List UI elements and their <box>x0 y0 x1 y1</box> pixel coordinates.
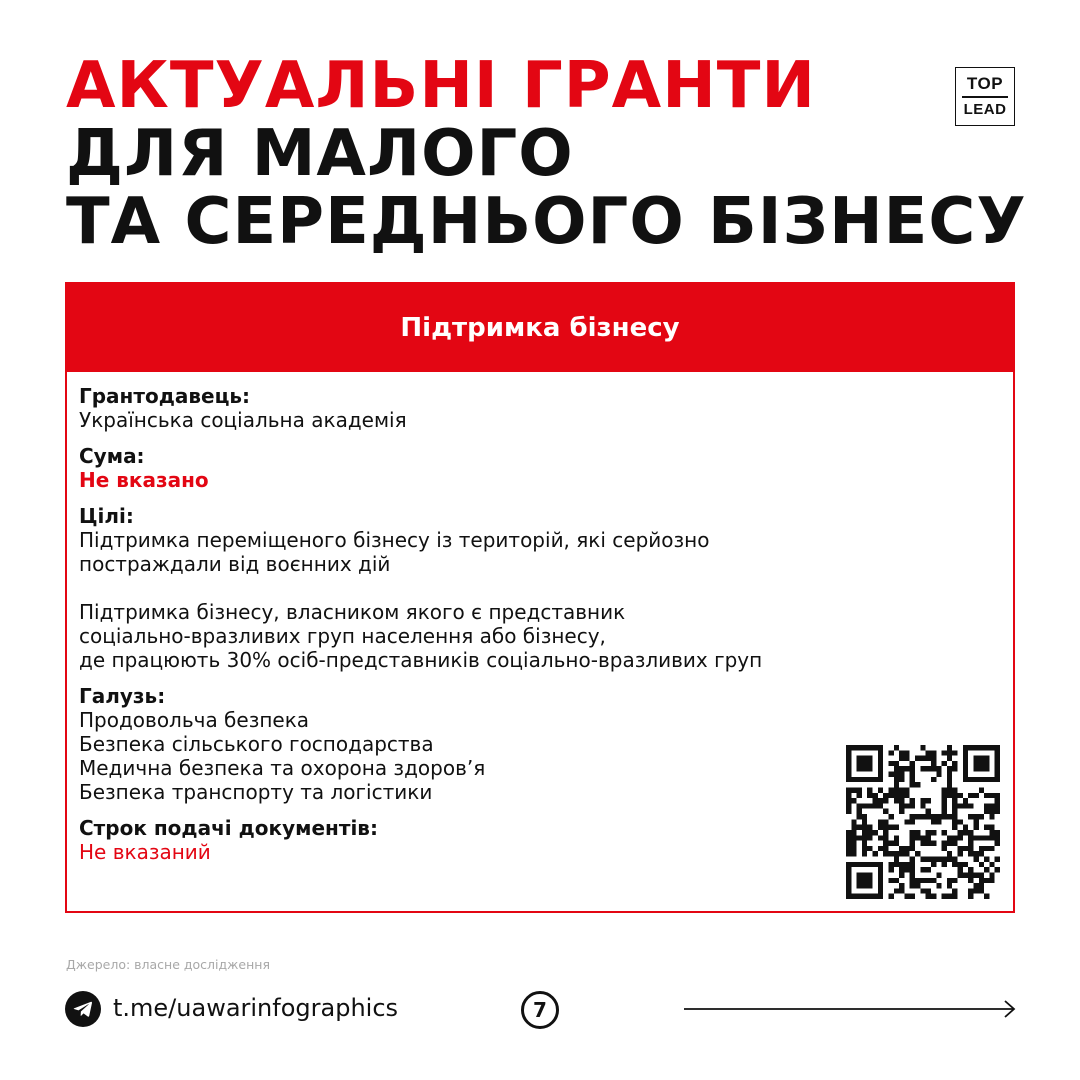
top-lead-logo <box>955 67 1015 126</box>
deadline-value: Не вказаний <box>79 840 211 864</box>
industry-item: Безпека сільського господарства <box>79 732 434 756</box>
goals-field <box>79 504 1013 672</box>
industry-item: Продовольча безпека <box>79 708 310 732</box>
amount-field <box>79 444 1013 492</box>
industry-item: Медична безпека та охорона здоров’я <box>79 756 486 780</box>
deadline-label: Строк подачі документів: <box>79 816 378 840</box>
qr-code-icon[interactable] <box>846 745 1000 899</box>
amount-value: Не вказано <box>79 468 209 492</box>
logo-divider <box>962 96 1008 98</box>
industry-item: Безпека транспорту та логістики <box>79 780 433 804</box>
headline-line-2: ДЛЯ МАЛОГО <box>66 117 574 191</box>
headline <box>66 49 1027 259</box>
grantor-value: Українська соціальна академія <box>79 408 407 432</box>
goals-line: соціально-вразливих груп населення або бізнесу, <box>79 624 606 648</box>
logo-bottom-text: LEAD <box>963 100 1007 118</box>
goals-line: Підтримка переміщеного бізнесу із територій, які серйозно <box>79 528 710 552</box>
card-title: Підтримка бізнесу <box>400 313 680 343</box>
goals-line: де працюють 30% осіб-представників соціально-вразливих груп <box>79 648 763 672</box>
card-header <box>67 284 1013 372</box>
page-number: 7 <box>533 998 547 1022</box>
paragraph-spacer <box>79 576 1013 600</box>
page-number-badge <box>521 991 559 1029</box>
grantor-field <box>79 384 1013 432</box>
headline-line-1: АКТУАЛЬНІ ГРАНТИ <box>66 49 816 123</box>
grantor-label: Грантодавець: <box>79 384 251 408</box>
telegram-icon[interactable] <box>65 991 101 1027</box>
telegram-link[interactable]: t.me/uawarinfographics <box>113 994 399 1022</box>
arrow-right-icon[interactable] <box>684 999 1018 1019</box>
logo-top-text: TOP <box>966 74 1004 94</box>
industry-label: Галузь: <box>79 684 166 708</box>
goals-line: постраждали від воєнних дій <box>79 552 391 576</box>
telegram-plane-glyph <box>72 998 94 1020</box>
source-note: Джерело: власне дослідження <box>66 957 270 972</box>
goals-label: Цілі: <box>79 504 134 528</box>
goals-line: Підтримка бізнесу, власником якого є представник <box>79 600 626 624</box>
headline-line-3: ТА СЕРЕДНЬОГО БІЗНЕСУ <box>66 185 1027 259</box>
amount-label: Сума: <box>79 444 145 468</box>
